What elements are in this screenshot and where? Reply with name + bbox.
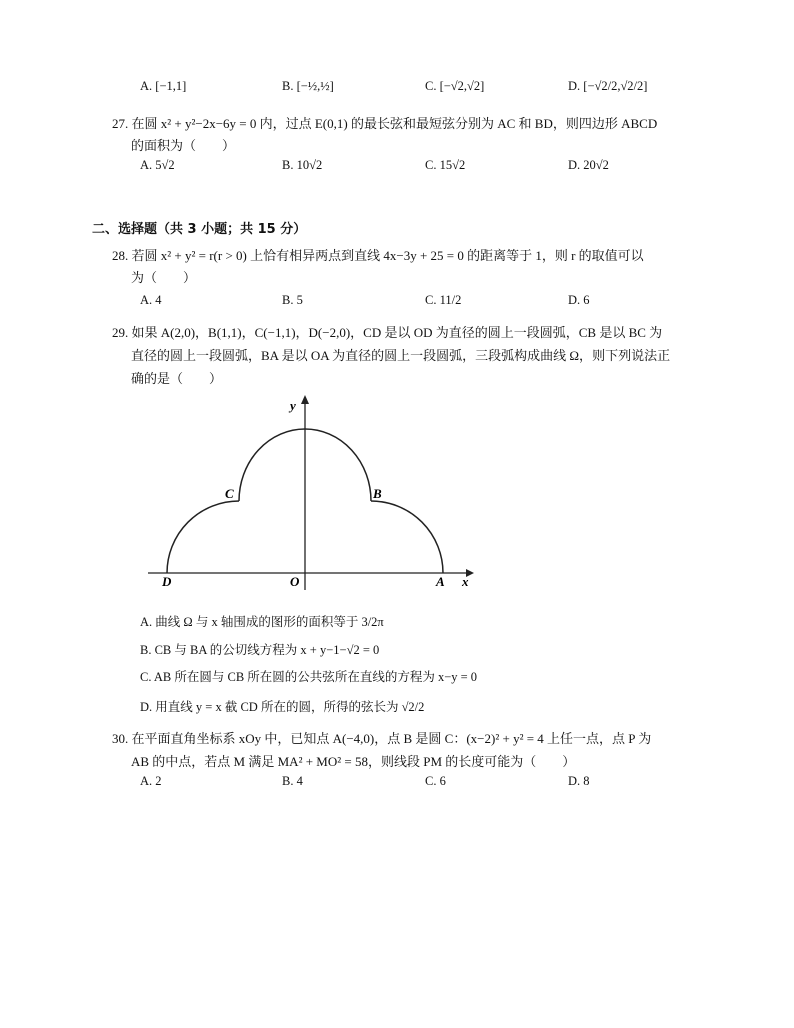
q29-text-line2: 直径的圆上一段圆弧，BA 是以 OA 为直径的圆上一段圆弧，三段弧构成曲线 Ω，则下列说法正 [131, 348, 671, 363]
q28-text-line1: 28. 若圆 x² + y² = r(r > 0) 上恰有相异两点到直线 4x−3y + 25 = 0 的距离等于 1，则 r 的取值可以 [112, 248, 644, 263]
q30-option-b: B. 4 [282, 774, 303, 788]
label-b: B [373, 486, 382, 501]
label-o: O [290, 574, 300, 589]
q27-option-c: C. 15√2 [425, 158, 466, 172]
q29-option-b: B. CB 与 BA 的公切线方程为 x + y−1−√2 = 0 [140, 643, 380, 657]
q26-option-c: C. [−√2,√2] [425, 79, 485, 93]
q30-option-d: D. 8 [568, 774, 590, 788]
label-c: C [225, 486, 234, 501]
y-axis-arrow [301, 395, 309, 404]
label-y: y [290, 398, 296, 413]
label-d: D [162, 574, 172, 589]
q28-option-b: B. 5 [282, 293, 303, 307]
arc-cd [167, 501, 239, 573]
q26-option-b: B. [−½,½] [282, 79, 334, 93]
q30-option-c: C. 6 [425, 774, 446, 788]
q29-text-line1: 29. 如果 A(2,0)，B(1,1)，C(−1,1)，D(−2,0)，CD 是以 OD 为直径的圆上一段圆弧，CB 是以 BC 为 [112, 325, 663, 340]
label-x: x [462, 574, 469, 589]
q28-option-a: A. 4 [140, 293, 162, 307]
q28-text-line2: 为（ ） [131, 270, 197, 285]
q29-option-a: A. 曲线 Ω 与 x 轴围成的图形的面积等于 3/2π [140, 615, 384, 629]
arc-ba [371, 501, 443, 573]
q26-option-a: A. [−1,1] [140, 79, 187, 93]
section-heading: 二、选择题（共 3 小题；共 15 分） [92, 222, 307, 237]
q28-option-d: D. 6 [568, 293, 590, 307]
q27-option-d: D. 20√2 [568, 158, 609, 172]
q29-text-line3: 确的是（ ） [131, 371, 223, 386]
q27-option-b: B. 10√2 [282, 158, 323, 172]
q30-text-line2: AB 的中点，若点 M 满足 MA² + MO² = 58，则线段 PM 的长度可能为（ ） [131, 754, 576, 769]
q26-option-d: D. [−√2/2,√2/2] [568, 79, 648, 93]
q27-option-a: A. 5√2 [140, 158, 175, 172]
q28-option-c: C. 11/2 [425, 293, 462, 307]
q29-option-c: C. AB 所在圆与 CB 所在圆的公共弦所在直线的方程为 x−y = 0 [140, 670, 478, 684]
q27-text-line1: 27. 在圆 x² + y²−2x−6y = 0 内，过点 E(0,1) 的最长弦和最短弦分别为 AC 和 BD，则四边形 ABCD [112, 116, 658, 131]
q30-option-a: A. 2 [140, 774, 162, 788]
label-a: A [436, 574, 445, 589]
curve-omega-figure [140, 392, 480, 592]
q27-text-line2: 的面积为（ ） [131, 138, 236, 153]
q30-text-line1: 30. 在平面直角坐标系 xOy 中，已知点 A(−4,0)，点 B 是圆 C：(x−2)² + y² = 4 上任一点，点 P 为 [112, 731, 652, 746]
q29-option-d: D. 用直线 y = x 截 CD 所在的圆，所得的弦长为 √2/2 [140, 700, 425, 714]
